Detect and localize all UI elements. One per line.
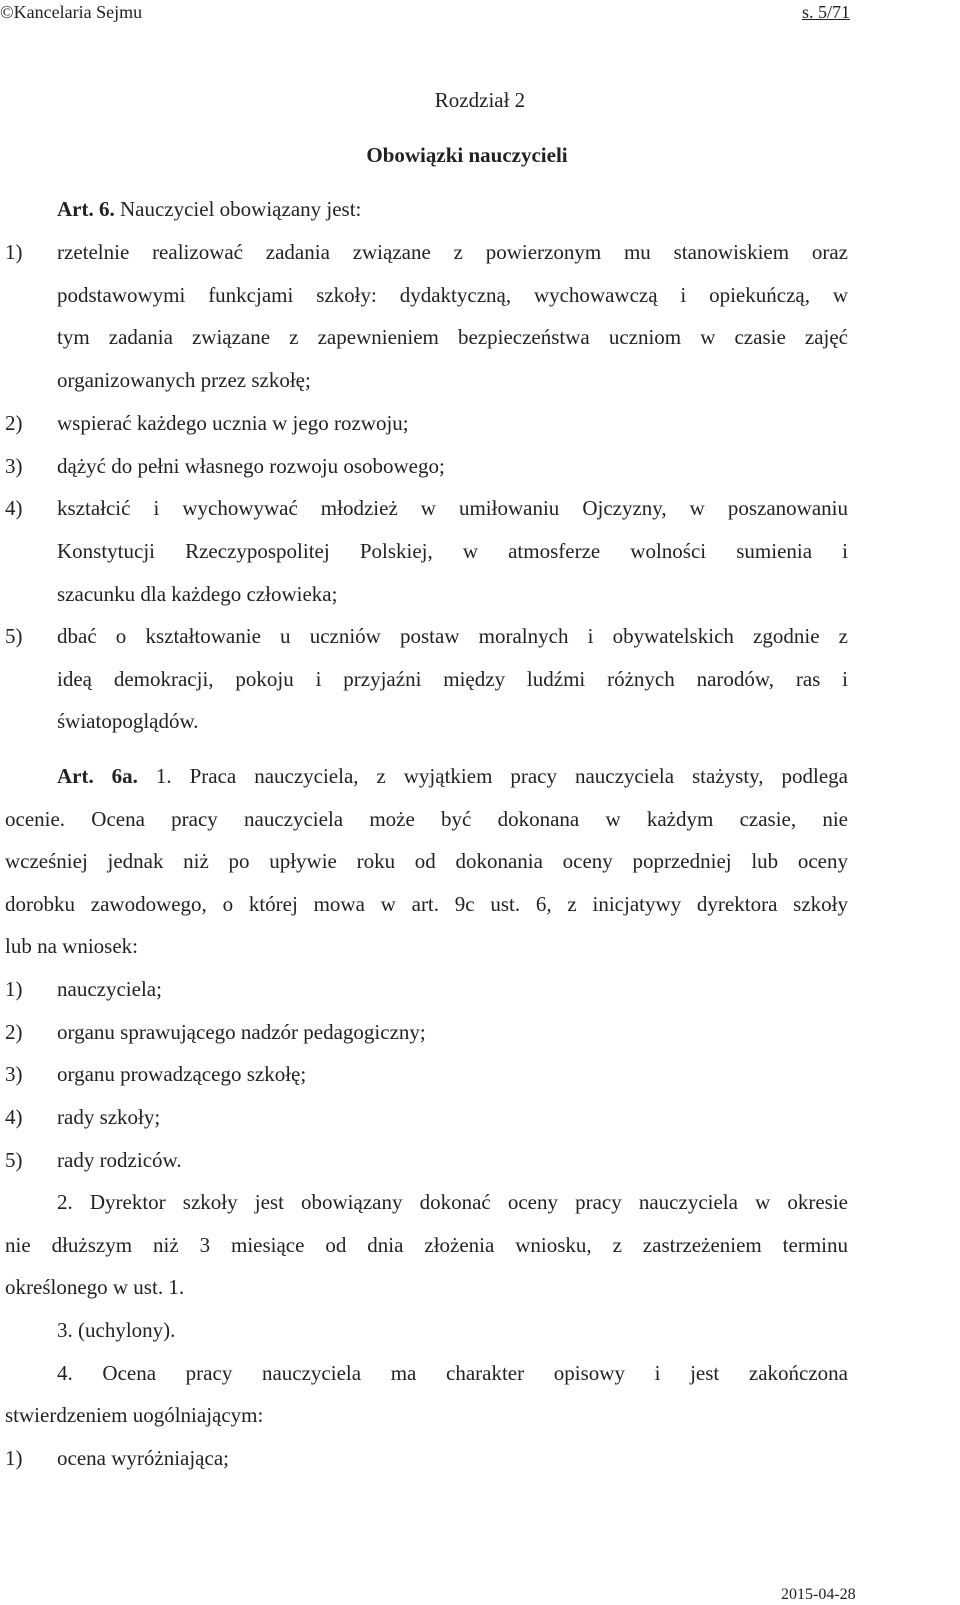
art6-item-1-line-4: organizowanych przez szkołę; bbox=[57, 368, 311, 392]
art6a-list1-item-1-num: 1) bbox=[5, 977, 23, 1001]
art6-item-1-line-1: rzetelnie realizować zadania związane z powierzonym mu stanowiskiem oraz bbox=[57, 240, 848, 264]
art6a-list1-item-4-text: rady szkoły; bbox=[57, 1105, 161, 1129]
header-page-number[interactable]: s. 5/71 bbox=[802, 2, 851, 22]
art6-item-4-num: 4) bbox=[5, 496, 23, 520]
art6-item-4-line-2: Konstytucji Rzeczypospolitej Polskiej, w atmosferze wolności sumienia i bbox=[57, 539, 848, 563]
chapter-title: Obowiązki nauczycieli bbox=[366, 143, 568, 167]
art6a-para1-first-line bbox=[57, 762, 848, 790]
art6a-para1-line-2: ocenie. Ocena pracy nauczyciela może być dokonana w każdym czasie, nie bbox=[5, 807, 848, 831]
art6a-para2-line-2: nie dłuższym niż 3 miesiące od dnia złożenia wniosku, z zastrzeżeniem terminu bbox=[5, 1233, 848, 1257]
art6a-list1-item-4-num: 4) bbox=[5, 1105, 23, 1129]
art6a-list1-item-5-num: 5) bbox=[5, 1148, 23, 1172]
art6-item-4-line-3: szacunku dla każdego człowieka; bbox=[57, 582, 338, 606]
art6a-para2-line-1: 2. Dyrektor szkoły jest obowiązany dokonać oceny pracy nauczyciela w okresie bbox=[57, 1190, 848, 1214]
art6a-para1-line-4: dorobku zawodowego, o której mowa w art. 9c ust. 6, z inicjatywy dyrektora szkoły bbox=[5, 892, 848, 916]
art6-item-2-num: 2) bbox=[5, 411, 23, 435]
art6-item-3-text: dążyć do pełni własnego rozwoju osobowego; bbox=[57, 454, 445, 478]
art6-item-1-num: 1) bbox=[5, 240, 23, 264]
art6a-label: Art. 6a. bbox=[57, 764, 138, 788]
art6-item-5-line-2: ideą demokracji, pokoju i przyjaźni między ludźmi różnych narodów, ras i bbox=[57, 667, 848, 691]
footer-date: 2015-04-28 bbox=[781, 1586, 856, 1603]
art6a-list2-item-1-text: ocena wyróżniająca; bbox=[57, 1446, 229, 1470]
art6-item-1-line-3: tym zadania związane z zapewnieniem bezpieczeństwa uczniom w czasie zajęć bbox=[57, 325, 848, 349]
art6a-list1-item-3-text: organu prowadzącego szkołę; bbox=[57, 1062, 307, 1086]
art6a-list1-item-2-num: 2) bbox=[5, 1020, 23, 1044]
art6a-list1-item-2-text: organu sprawującego nadzór pedagogiczny; bbox=[57, 1020, 426, 1044]
art6a-list1-item-1-text: nauczyciela; bbox=[57, 977, 162, 1001]
art6-label: Art. 6. bbox=[57, 197, 115, 221]
art6-item-2-text: wspierać każdego ucznia w jego rozwoju; bbox=[57, 411, 409, 435]
art6-intro: Nauczyciel obowiązany jest: bbox=[114, 197, 362, 221]
header-copyright: ©Kancelaria Sejmu bbox=[0, 2, 143, 22]
art6-heading bbox=[57, 195, 361, 223]
art6a-para2-line-3: określonego w ust. 1. bbox=[5, 1275, 185, 1299]
art6-item-3-num: 3) bbox=[5, 454, 23, 478]
chapter-number: Rozdział 2 bbox=[434, 88, 526, 112]
art6a-para1-start: 1. Praca nauczyciela, z wyjątkiem pracy nauczyciela stażysty, podlega bbox=[137, 764, 848, 788]
art6a-list1-item-3-num: 3) bbox=[5, 1062, 23, 1086]
art6a-para1-line-3: wcześniej jednak niż po upływie roku od dokonania oceny poprzedniej lub oceny bbox=[5, 849, 848, 873]
art6a-para1-line-5: lub na wniosek: bbox=[5, 934, 138, 958]
art6a-list1-item-5-text: rady rodziców. bbox=[57, 1148, 182, 1172]
art6a-para4-line-1: 4. Ocena pracy nauczyciela ma charakter opisowy i jest zakończona bbox=[57, 1361, 848, 1385]
art6a-list2-item-1-num: 1) bbox=[5, 1446, 23, 1470]
art6a-para4-line-2: stwierdzeniem uogólniającym: bbox=[5, 1403, 264, 1427]
art6-item-5-line-3: światopoglądów. bbox=[57, 709, 199, 733]
art6-item-1-line-2: podstawowymi funkcjami szkoły: dydaktyczną, wychowawczą i opiekuńczą, w bbox=[57, 283, 848, 307]
art6-item-5-line-1: dbać o kształtowanie u uczniów postaw moralnych i obywatelskich zgodnie z bbox=[57, 624, 848, 648]
art6-item-5-num: 5) bbox=[5, 624, 23, 648]
art6-item-4-line-1: kształcić i wychowywać młodzież w umiłowaniu Ojczyzny, w poszanowaniu bbox=[57, 496, 848, 520]
art6a-para3: 3. (uchylony). bbox=[57, 1318, 176, 1342]
